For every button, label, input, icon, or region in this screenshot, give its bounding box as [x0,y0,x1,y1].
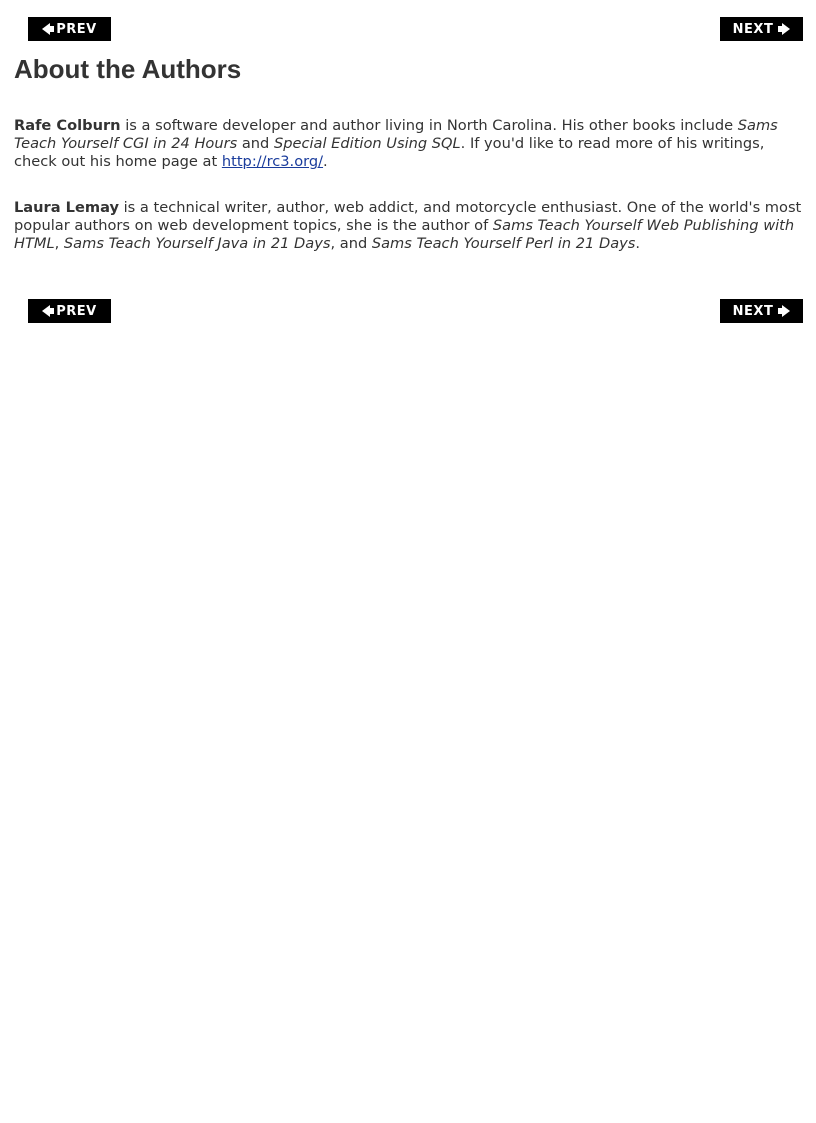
bottom-navigation [28,299,803,323]
bio-text: , [54,235,64,252]
book-title: Sams Teach Yourself Java in 21 Days [63,235,331,252]
arrow-right-icon [782,23,790,35]
book-title: Sams Teach Yourself CGI in 24 Hours [14,117,778,152]
book-title: Sams Teach Yourself Perl in 21 Days [371,235,636,252]
author-name: Laura Lemay [14,199,119,216]
bio-text: . If you'd like to read more of his writings, check out his home page at [14,135,765,170]
arrow-left-icon [42,305,50,317]
bio-text: and [237,135,274,152]
bio-text: . [635,235,641,252]
top-navigation [28,17,803,41]
author-name: Rafe Colburn [14,117,121,134]
book-title: Special Edition Using SQL [273,135,461,152]
bio-text: is a software developer and author living in North Carolina. His other books include [120,117,738,134]
bio-text: , and [330,235,372,252]
arrow-left-icon [42,23,50,35]
page-title: About the Authors [14,54,242,84]
book-title: Sams Teach Yourself Web Publishing with HTML [14,217,795,252]
next-label: NEXT [732,303,774,319]
next-button[interactable] [720,299,803,323]
bio-text: . [323,153,328,170]
prev-label: PREV [56,303,97,319]
prev-label: PREV [56,21,97,37]
next-label: NEXT [732,21,774,37]
homepage-link[interactable]: http://rc3.org/ [221,153,324,170]
prev-button[interactable] [28,17,111,41]
prev-button[interactable] [28,299,111,323]
bio-text: is a technical writer, author, web addict, and motorcycle enthusiast. One of the world's most popular authors on web development topics, she is the author of [14,199,802,234]
next-button[interactable] [720,17,803,41]
author-bio-rafe-colburn [14,117,804,171]
author-bio-laura-lemay [14,199,804,253]
arrow-right-icon [782,305,790,317]
